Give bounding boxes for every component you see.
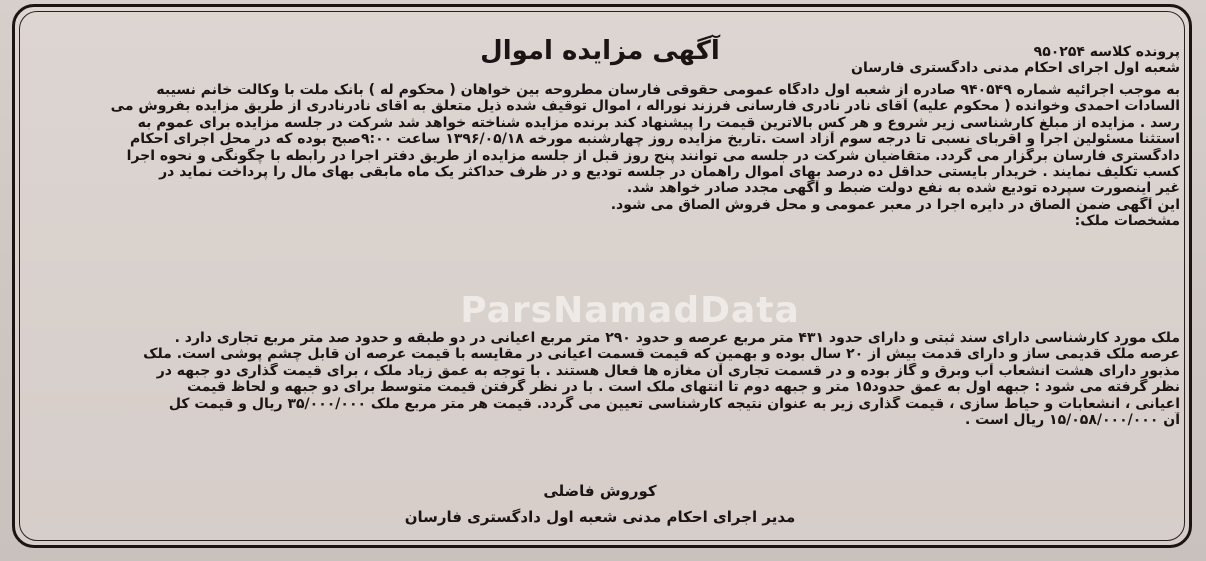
watermark: ParsNamadData [460, 290, 800, 331]
specs-line: عرصه ملک قدیمی ساز و دارای قدمت بیش از ۲۰ سال بوده و بهمین که قیمت قسمت اعیانی در مقایسه با قیمت عرصه ان قابل چشم پوشی است. ملک [143, 346, 1180, 363]
body-line: دادگستری فارسان برگزار می گردد. متقاضیان شرکت در جلسه می توانند پنج روز قبل از جلسه مزایده از طریق دفتر اجرا در رابطه با چگونگی و نحوه اجرا [126, 147, 1180, 164]
specs-line: نظر گرفته می شود : جبهه اول به عمق حدود۱۵ متر و جبهه دوم تا انتهای ملک است . با در نظر گرفتن قیمت متوسط برای دو جبهه و لحاظ قیمت [186, 379, 1180, 396]
file-number: پرونده کلاسه ۹۵۰۲۵۴ [1033, 44, 1180, 60]
specs-line: مذبور دارای هشت انشعاب آب وبرق و گاز بوده و در قسمت تجاری آن مغازه ها فعال هستند . با توجه به عمق زیاد ملک ، برای قیمت گذاری دو جبهه در [156, 362, 1180, 379]
body-line: السادات احمدی وخوانده ( محکوم علیه) آقای نادر نادری فارسانی فرزند نوراله ، اموال توقیف شده ذیل متعلق به اقای نادرنادری از طریق مزایده بفروش می [110, 98, 1180, 115]
branch-name: شعبه اول اجرای احکام مدنی دادگستری فارسان [851, 60, 1180, 77]
body-line: استثنا مسئولین اجرا و اقربای نسبی تا درجه سوم آزاد است .تاریخ مزایده روز چهارشنبه مورخه ۱۳۹۶/۰۵/۱۸ ساعت ۹:۰۰صبح بوده که در محل اجرای احکام [129, 131, 1180, 148]
notice-body [32, 82, 1180, 230]
specs-line: اعیانی ، انشعابات و حیاط سازی ، قیمت گذاری زیر به عنوان نتیجه کارشناسی تعیین می گردد. قیمت هر متر مربع ملک ۳۵/۰۰۰/۰۰۰ ریال و قیمت کل [168, 395, 1180, 412]
file-number-block [32, 44, 1180, 77]
notice-heading: آگهی مزایده اموال [480, 36, 720, 66]
body-line: کسب تکلیف نمایند . خریدار بایستی حداقل ده درصد بهای اموال راهمان در جلسه تودیع و در ظرف حداکثر یک ماه مابقی بهای مال را پرداخت نماید در [159, 163, 1180, 180]
specs-line: ملک مورد کارشناسی دارای سند ثبتی و دارای حدود ۴۳۱ متر مربع عرصه و حدود ۲۹۰ متر مربع اعیانی در دو طبقه و حدود صد متر مربع تجاری دارد . [174, 330, 1180, 346]
signatory-name: کوروش فاضلی [543, 482, 657, 500]
specs-body [32, 330, 1180, 428]
specs-title: مشخصات ملک: [1074, 213, 1180, 230]
body-line: این آگهی ضمن الصاق در دایره اجرا در معبر عمومی و محل فروش الصاق می شود. [610, 196, 1180, 213]
specs-line: آن ۱۵/۰۵۸/۰۰۰/۰۰۰ ریال است . [964, 411, 1180, 428]
body-line: به موجب اجرائیه شماره ۹۴۰۵۴۹ صادره از شعبه اول دادگاه عمومی حقوقی فارسان مطروحه بین خواهان ( محکوم له ) بانک ملت با وکالت خانم نسیبه [156, 82, 1180, 98]
body-line: غیر اینصورت سپرده تودیع شده به نفع دولت ضبط و آگهی مجدد صادر خواهد شد. [626, 180, 1180, 197]
body-line: رسد . مزایده از مبلغ کارشناسی زیر شروع و هر کس بالاترین قیمت را پیشنهاد کند برنده مزایده شناخته خواهد شد شرکت در جلسه مزایده برای عموم به [137, 114, 1180, 131]
signatory-title: مدیر اجرای احکام مدنی شعبه اول دادگستری فارسان [404, 508, 796, 526]
